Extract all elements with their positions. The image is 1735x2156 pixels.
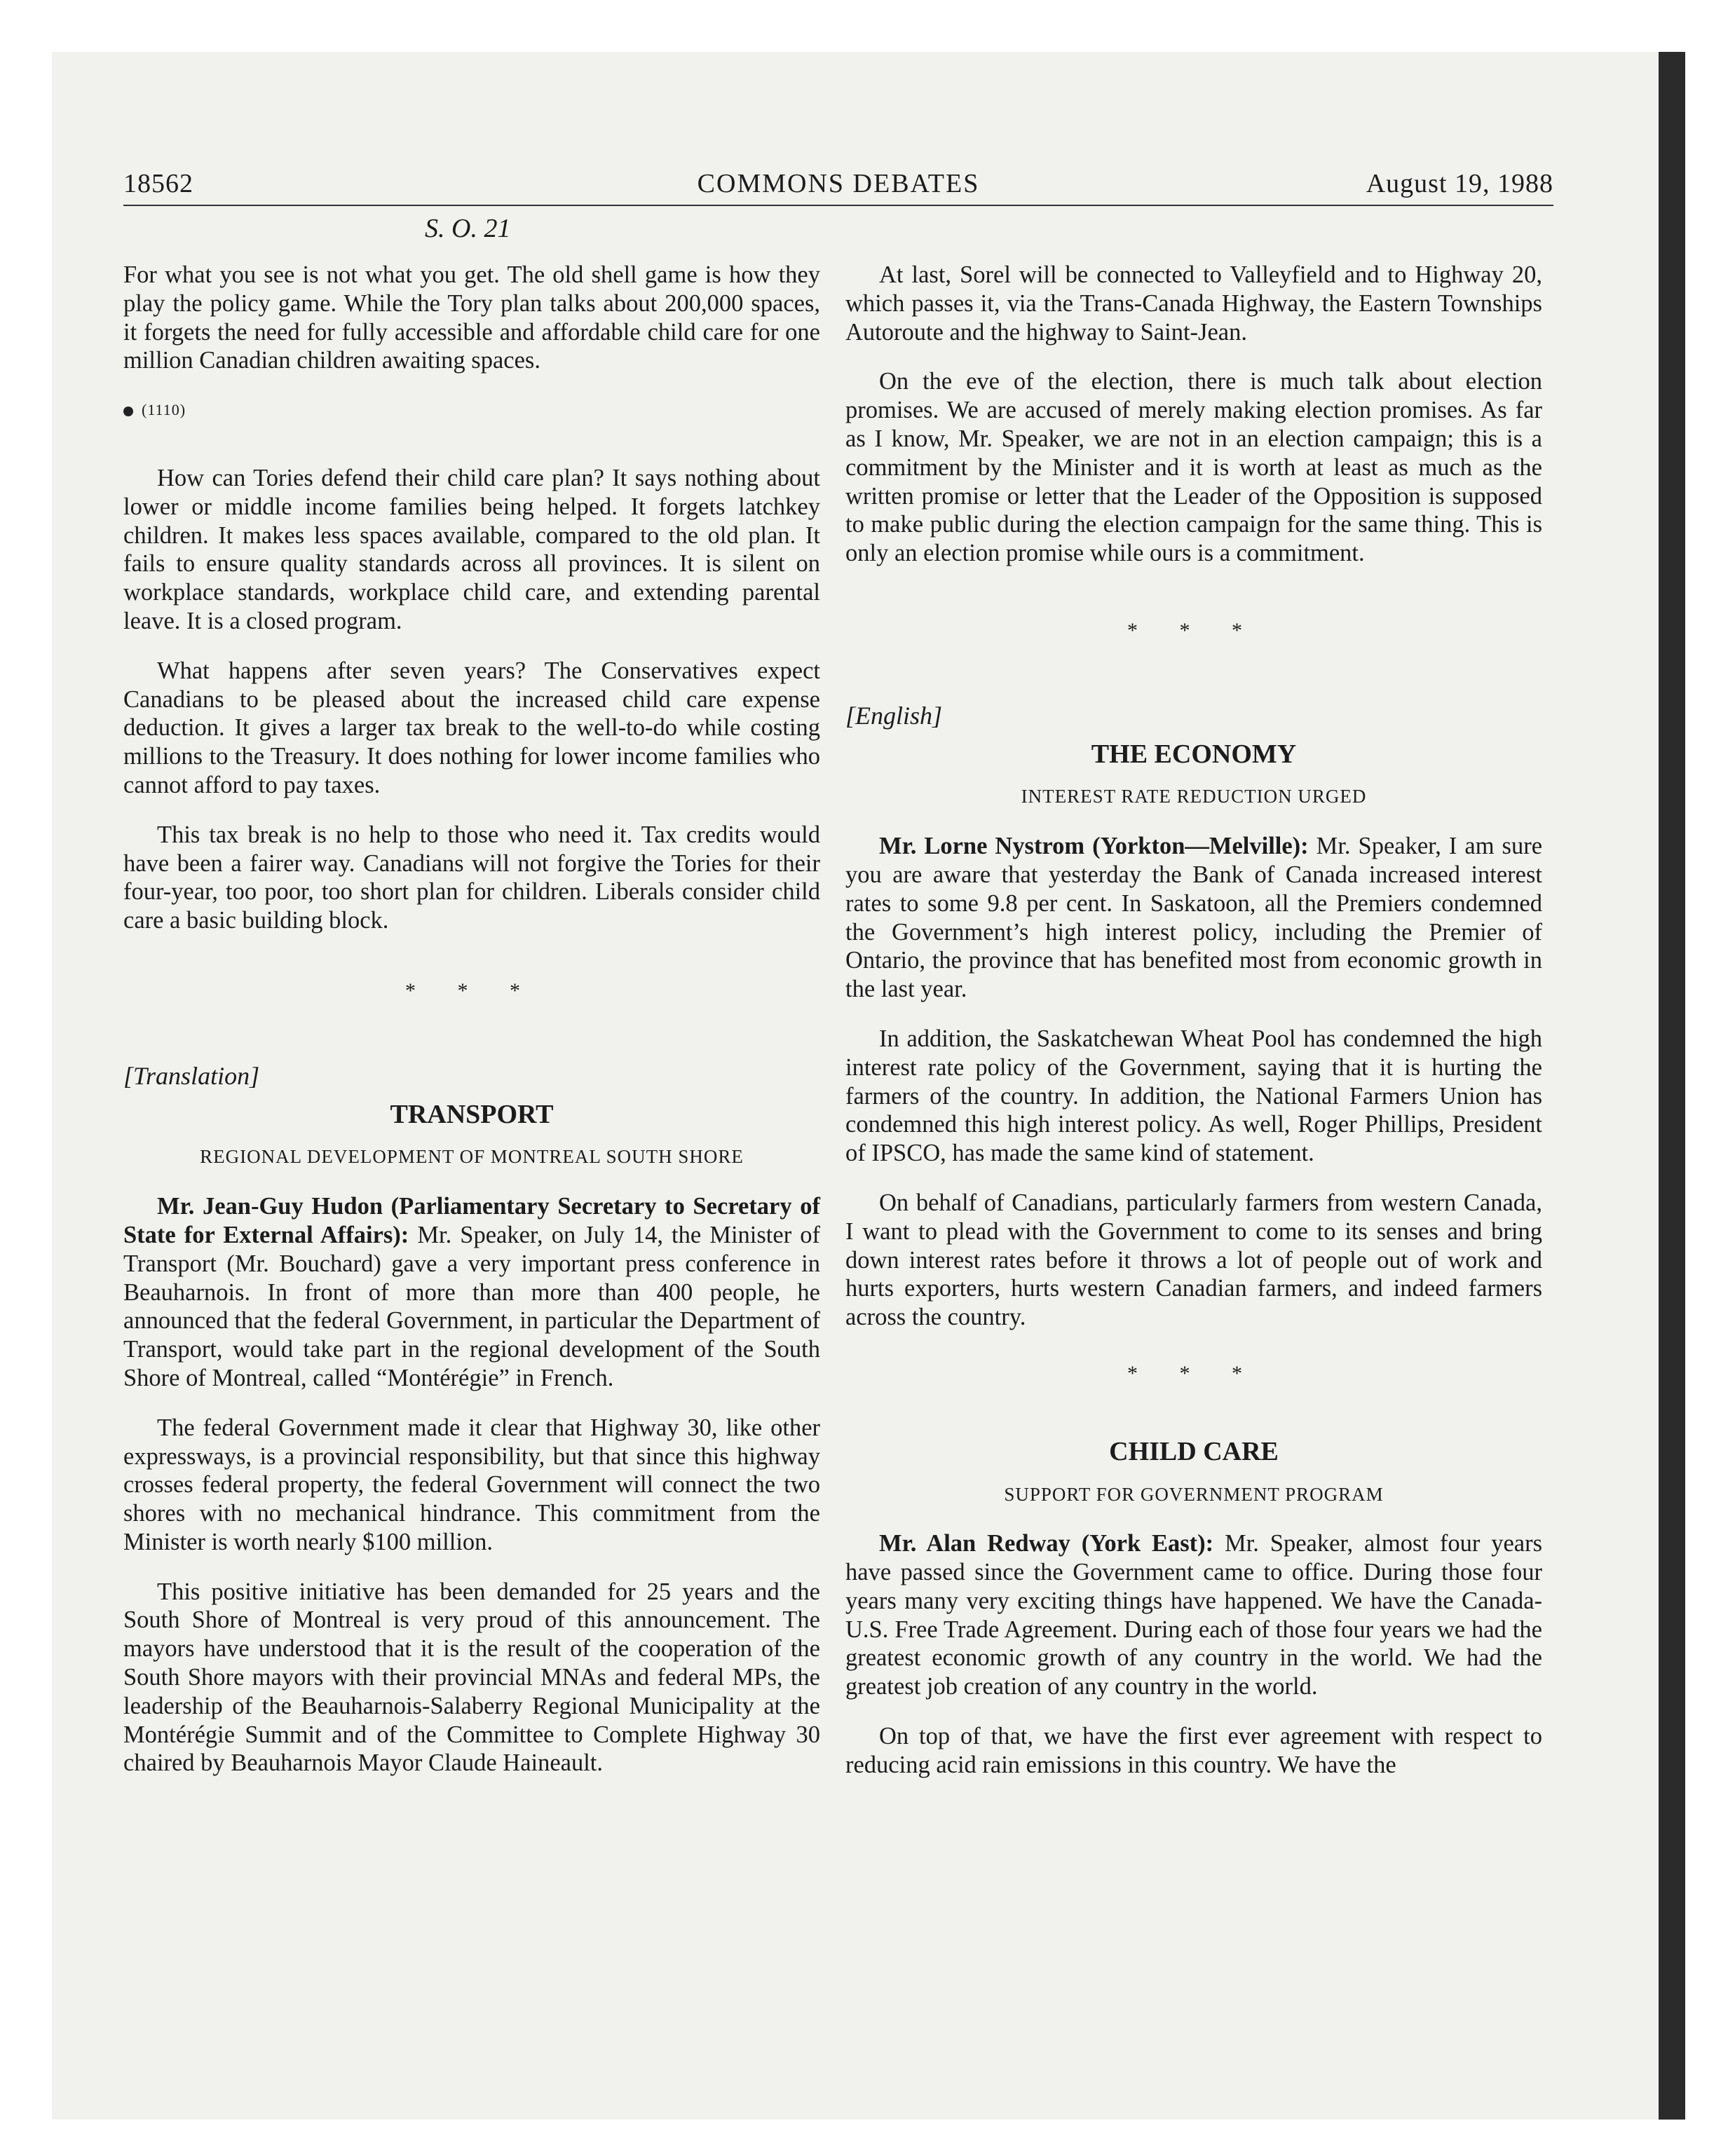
paragraph: On the eve of the election, there is much talk about election promises. We are accused of merely making election promises. As far as I know, Mr. Speaker, we are not in an election campaign; this is a commitment by the Minister and it is worth at least as much as the written promise or letter that the Leader of the Opposition is supposed to make public during the election campaign for the same thing. This is only an election promise while ours is a commitment.: [845, 368, 1542, 567]
paragraph: On behalf of Canadians, particularly farmers from western Canada, I want to plead with the Government to come to its senses and bring down interest rates before it throws a lot of people out of work and hurts exporters, hurts western Canadian farmers, and indeed farmers across the country.: [845, 1189, 1542, 1331]
speech-paragraph: [845, 1529, 1542, 1701]
section-separator: * * *: [1127, 618, 1260, 642]
paragraph: On top of that, we have the first ever agreement with respect to reducing acid rain emissions in this country. We have the: [845, 1723, 1542, 1778]
paragraph: In addition, the Saskatchewan Wheat Pool has condemned the high interest rate policy of the Government, saying that it is hurting the farmers of the country. In addition, the National Farmers Union has condemned this high interest policy. As well, Roger Phillips, President of IPSCO, has made the same kind of statement.: [845, 1025, 1542, 1167]
header-rule: [123, 205, 1553, 206]
speaker-name: Mr. Jean-Guy Hudon (Parliamentary Secretary to Secretary of State for External Affairs):: [123, 1193, 820, 1248]
paragraph: At last, Sorel will be connected to Valleyfield and to Highway 20, which passes it, via the Trans-Canada Highway, the Eastern Townships Autoroute and the highway to Saint-Jean.: [845, 261, 1542, 346]
page-header: [123, 168, 1553, 203]
speech-text: Mr. Speaker, on July 14, the Minister of Transport (Mr. Bouchard) gave a very important press conference in Beauharnois. In front of more than more than 400 people, he announced that the federal Government, in particular the Department of Transport, would take part in the regional development of the South Shore of Montreal, called “Montérégie” in French.: [123, 1221, 820, 1391]
speech-paragraph: [123, 1192, 820, 1393]
paragraph: What happens after seven years? The Conservatives expect Canadians to be pleased about the increased child care expense deduction. It gives a larger tax break to the well-to-do while costing millions to the Treasury. It does nothing for lower income families who cannot afford to pay taxes.: [123, 657, 820, 798]
bullet-icon: [123, 407, 133, 416]
paragraph: How can Tories defend their child care plan? It says nothing about lower or middle income families being helped. It forgets latchkey children. It makes less spaces available, compared to the old plan. It fails to ensure quality standards across all provinces. It is silent on workplace standards, workplace child care, and extending parental leave. It is a closed program.: [123, 464, 820, 634]
section-subheading: INTEREST RATE REDUCTION URGED: [1021, 786, 1367, 807]
section-separator: * * *: [405, 978, 538, 1002]
section-subheading: SUPPORT FOR GOVERNMENT PROGRAM: [1004, 1483, 1384, 1505]
page-number: 18562: [123, 169, 193, 198]
paragraph: This tax break is no help to those who need it. Tax credits would have been a fairer way. Canadians will not forgive the Tories for their four-year, too poor, too short plan for children. Liberals consider child care a basic building block.: [123, 821, 820, 934]
language-tag: [English]: [845, 701, 943, 730]
speaker-name: Mr. Alan Redway (York East):: [879, 1530, 1214, 1557]
speech-text: Mr. Speaker, I am sure you are aware that yesterday the Bank of Canada increased interest rates to some 9.8 per cent. In Saskatoon, all the Premiers condemned the Government’s high interest policy, including the Premier of Ontario, the province that has benefited most from economic growth in the last year.: [845, 833, 1543, 1003]
section-heading: TRANSPORT: [390, 1099, 554, 1129]
paragraph: For what you see is not what you get. The old shell game is how they play the policy game. While the Tory plan talks about 200,000 spaces, it forgets the need for fully accessible and affordable child care for one million Canadian children awaiting spaces.: [123, 261, 820, 374]
speaker-name: Mr. Lorne Nystrom (Yorkton—Melville):: [879, 833, 1309, 860]
language-tag: [Translation]: [123, 1061, 260, 1090]
section-separator: * * *: [1127, 1361, 1260, 1385]
right-column: [845, 261, 1542, 1801]
section-heading: THE ECONOMY: [1091, 739, 1297, 769]
standing-order-label: S. O. 21: [425, 214, 511, 243]
section-heading: CHILD CARE: [1109, 1436, 1279, 1466]
left-column: [123, 261, 820, 1799]
header-date: August 19, 1988: [1366, 169, 1553, 198]
paragraph: The federal Government made it clear that Highway 30, like other expressways, is a provincial responsibility, but that since this highway crosses federal property, the federal Government will connect the two shores with no mechanical hindrance. This commitment from the Minister is worth nearly $100 million.: [123, 1414, 820, 1555]
time-marker: [123, 396, 820, 425]
speech-text: Mr. Speaker, almost four years have passed since the Government came to office. During those four years many very exciting things have happened. We have the Canada-U.S. Free Trade Agreement. During each of those four years we had the greatest economic growth of any country in the world. We had the greatest job creation of any country in the world.: [845, 1530, 1542, 1700]
paragraph: This positive initiative has been demanded for 25 years and the South Shore of Montreal is very proud of this announcement. The mayors have understood that it is the result of the cooperation of the South Shore mayors with their provincial MNAs and federal MPs, the leadership of the Beauharnois-Salaberry Regional Municipality at the Montérégie Summit and of the Committee to Complete Highway 30 chaired by Beauharnois Mayor Claude Haineault.: [123, 1578, 820, 1777]
publication-title: COMMONS DEBATES: [697, 169, 980, 198]
section-subheading: REGIONAL DEVELOPMENT OF MONTREAL SOUTH SHORE: [200, 1146, 744, 1168]
speech-paragraph: [845, 832, 1542, 1004]
scan-edge-shadow: [1659, 52, 1685, 2120]
time-marker-text: (1110): [142, 401, 186, 419]
